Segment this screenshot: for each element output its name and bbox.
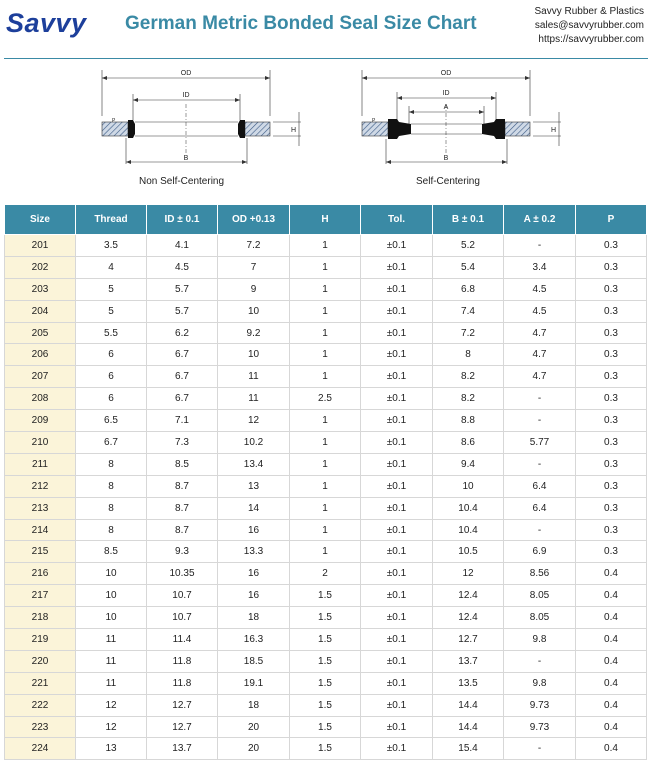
cell-od: 18.5 bbox=[218, 650, 290, 672]
cell-size: 204 bbox=[5, 300, 76, 322]
cell-id: 7.3 bbox=[147, 432, 218, 454]
page-header bbox=[0, 0, 650, 58]
cell-b: 9.4 bbox=[433, 453, 504, 475]
table-row bbox=[5, 672, 647, 694]
cell-h: 2.5 bbox=[290, 388, 361, 410]
cell-size: 216 bbox=[5, 563, 76, 585]
cell-p: 0.4 bbox=[576, 607, 647, 629]
cell-thread: 8 bbox=[76, 497, 147, 519]
cell-thread: 3.5 bbox=[76, 235, 147, 257]
cell-id: 10.35 bbox=[147, 563, 218, 585]
cell-od: 16 bbox=[218, 563, 290, 585]
cell-id: 10.7 bbox=[147, 607, 218, 629]
p-label-right: P bbox=[372, 118, 376, 124]
cell-od: 11 bbox=[218, 388, 290, 410]
cell-thread: 8.5 bbox=[76, 541, 147, 563]
header-h: H bbox=[290, 205, 361, 235]
cell-od: 16.3 bbox=[218, 629, 290, 651]
header-a: A ± 0.2 bbox=[504, 205, 576, 235]
cell-od: 13 bbox=[218, 475, 290, 497]
cell-p: 0.4 bbox=[576, 629, 647, 651]
od-label-left: OD bbox=[180, 70, 192, 77]
cell-h: 1 bbox=[290, 453, 361, 475]
cell-id: 5.7 bbox=[147, 278, 218, 300]
table-header-row bbox=[5, 205, 647, 235]
cell-p: 0.4 bbox=[576, 672, 647, 694]
cell-thread: 5 bbox=[76, 278, 147, 300]
cell-tol: ±0.1 bbox=[361, 585, 433, 607]
table-row bbox=[5, 278, 647, 300]
cell-p: 0.4 bbox=[576, 716, 647, 738]
cell-a: 9.73 bbox=[504, 694, 576, 716]
cell-a: 9.73 bbox=[504, 716, 576, 738]
id-label-right: ID bbox=[442, 90, 450, 97]
website-link[interactable]: https://savvyrubber.com bbox=[538, 34, 644, 45]
cell-thread: 5.5 bbox=[76, 322, 147, 344]
cell-size: 203 bbox=[5, 278, 76, 300]
cell-id: 10.7 bbox=[147, 585, 218, 607]
cell-id: 6.2 bbox=[147, 322, 218, 344]
cell-a: 9.8 bbox=[504, 672, 576, 694]
cell-size: 211 bbox=[5, 453, 76, 475]
cell-id: 8.7 bbox=[147, 497, 218, 519]
cell-b: 13.7 bbox=[433, 650, 504, 672]
cell-b: 10.4 bbox=[433, 497, 504, 519]
cell-size: 206 bbox=[5, 344, 76, 366]
cell-id: 11.8 bbox=[147, 650, 218, 672]
cell-tol: ±0.1 bbox=[361, 563, 433, 585]
cell-id: 11.4 bbox=[147, 629, 218, 651]
cell-od: 9 bbox=[218, 278, 290, 300]
cell-size: 222 bbox=[5, 694, 76, 716]
cell-tol: ±0.1 bbox=[361, 672, 433, 694]
b-label-right: B bbox=[443, 155, 449, 162]
cell-id: 8.7 bbox=[147, 475, 218, 497]
cell-od: 10 bbox=[218, 344, 290, 366]
cell-size: 219 bbox=[5, 629, 76, 651]
od-label-right: OD bbox=[440, 70, 452, 77]
cell-thread: 6 bbox=[76, 366, 147, 388]
cell-a: 6.4 bbox=[504, 475, 576, 497]
cell-b: 14.4 bbox=[433, 716, 504, 738]
cell-b: 8.6 bbox=[433, 432, 504, 454]
cell-size: 221 bbox=[5, 672, 76, 694]
non-self-centering-diagram bbox=[95, 64, 297, 194]
id-label-left: ID bbox=[182, 92, 190, 99]
cell-b: 7.2 bbox=[433, 322, 504, 344]
cell-thread: 12 bbox=[76, 694, 147, 716]
cell-h: 1.5 bbox=[290, 738, 361, 760]
header-b: B ± 0.1 bbox=[433, 205, 504, 235]
table-row bbox=[5, 563, 647, 585]
contact-info bbox=[535, 5, 645, 47]
cell-od: 7 bbox=[218, 256, 290, 278]
cell-od: 13.4 bbox=[218, 453, 290, 475]
cell-b: 14.4 bbox=[433, 694, 504, 716]
cell-h: 1.5 bbox=[290, 672, 361, 694]
cell-p: 0.4 bbox=[576, 738, 647, 760]
cell-p: 0.3 bbox=[576, 541, 647, 563]
cell-p: 0.3 bbox=[576, 388, 647, 410]
cell-p: 0.3 bbox=[576, 300, 647, 322]
cell-p: 0.3 bbox=[576, 344, 647, 366]
cell-h: 1 bbox=[290, 366, 361, 388]
cell-p: 0.3 bbox=[576, 256, 647, 278]
cell-p: 0.3 bbox=[576, 278, 647, 300]
non-self-centering-caption: Non Self-Centering bbox=[139, 176, 225, 187]
cell-h: 1.5 bbox=[290, 585, 361, 607]
cell-od: 10 bbox=[218, 300, 290, 322]
cell-thread: 11 bbox=[76, 629, 147, 651]
cell-thread: 6.7 bbox=[76, 432, 147, 454]
cell-size: 212 bbox=[5, 475, 76, 497]
cell-thread: 10 bbox=[76, 563, 147, 585]
cell-tol: ±0.1 bbox=[361, 388, 433, 410]
cell-b: 10.5 bbox=[433, 541, 504, 563]
cell-p: 0.4 bbox=[576, 585, 647, 607]
table-row bbox=[5, 585, 647, 607]
cell-size: 220 bbox=[5, 650, 76, 672]
cell-id: 6.7 bbox=[147, 366, 218, 388]
header-p: P bbox=[576, 205, 647, 235]
header-od: OD +0.13 bbox=[218, 205, 290, 235]
cell-p: 0.3 bbox=[576, 497, 647, 519]
table-row bbox=[5, 650, 647, 672]
cell-h: 1 bbox=[290, 278, 361, 300]
cell-tol: ±0.1 bbox=[361, 235, 433, 257]
cell-h: 1 bbox=[290, 235, 361, 257]
cell-a: 4.7 bbox=[504, 344, 576, 366]
cell-size: 213 bbox=[5, 497, 76, 519]
cell-thread: 6.5 bbox=[76, 410, 147, 432]
cell-a: 5.77 bbox=[504, 432, 576, 454]
cell-id: 13.7 bbox=[147, 738, 218, 760]
cell-tol: ±0.1 bbox=[361, 650, 433, 672]
cell-tol: ±0.1 bbox=[361, 453, 433, 475]
cell-thread: 4 bbox=[76, 256, 147, 278]
cell-thread: 8 bbox=[76, 453, 147, 475]
table-row bbox=[5, 235, 647, 257]
cell-thread: 8 bbox=[76, 475, 147, 497]
cell-h: 1 bbox=[290, 497, 361, 519]
cell-a: - bbox=[504, 650, 576, 672]
company-name: Savvy Rubber & Plastics bbox=[534, 6, 644, 17]
cell-b: 12.7 bbox=[433, 629, 504, 651]
cell-size: 201 bbox=[5, 235, 76, 257]
cell-od: 18 bbox=[218, 607, 290, 629]
cell-h: 1 bbox=[290, 541, 361, 563]
cell-id: 6.7 bbox=[147, 388, 218, 410]
table-row bbox=[5, 322, 647, 344]
cell-p: 0.3 bbox=[576, 519, 647, 541]
a-label-right: A bbox=[443, 104, 449, 111]
cell-tol: ±0.1 bbox=[361, 322, 433, 344]
cell-id: 9.3 bbox=[147, 541, 218, 563]
cell-b: 12.4 bbox=[433, 607, 504, 629]
cell-h: 1.5 bbox=[290, 629, 361, 651]
cell-p: 0.3 bbox=[576, 235, 647, 257]
cell-p: 0.3 bbox=[576, 432, 647, 454]
table-row bbox=[5, 694, 647, 716]
cell-od: 13.3 bbox=[218, 541, 290, 563]
cell-id: 12.7 bbox=[147, 716, 218, 738]
cell-tol: ±0.1 bbox=[361, 541, 433, 563]
table-row bbox=[5, 344, 647, 366]
cell-h: 1 bbox=[290, 410, 361, 432]
cell-tol: ±0.1 bbox=[361, 716, 433, 738]
cell-id: 12.7 bbox=[147, 694, 218, 716]
cell-size: 215 bbox=[5, 541, 76, 563]
cell-h: 1.5 bbox=[290, 694, 361, 716]
header-tol: Tol. bbox=[361, 205, 433, 235]
cell-size: 205 bbox=[5, 322, 76, 344]
cell-a: 4.5 bbox=[504, 300, 576, 322]
page-title: German Metric Bonded Seal Size Chart bbox=[125, 13, 477, 34]
cell-b: 15.4 bbox=[433, 738, 504, 760]
cell-id: 6.7 bbox=[147, 344, 218, 366]
cell-tol: ±0.1 bbox=[361, 629, 433, 651]
cell-thread: 10 bbox=[76, 607, 147, 629]
cell-a: 4.5 bbox=[504, 278, 576, 300]
cell-od: 16 bbox=[218, 519, 290, 541]
cell-a: 4.7 bbox=[504, 366, 576, 388]
cell-id: 11.8 bbox=[147, 672, 218, 694]
cell-h: 1 bbox=[290, 300, 361, 322]
cell-p: 0.3 bbox=[576, 453, 647, 475]
cell-od: 11 bbox=[218, 366, 290, 388]
cell-size: 208 bbox=[5, 388, 76, 410]
cell-b: 8.8 bbox=[433, 410, 504, 432]
self-centering-diagram bbox=[355, 64, 557, 194]
cell-a: 6.4 bbox=[504, 497, 576, 519]
cell-b: 6.8 bbox=[433, 278, 504, 300]
cell-a: 6.9 bbox=[504, 541, 576, 563]
cell-od: 18 bbox=[218, 694, 290, 716]
cell-tol: ±0.1 bbox=[361, 432, 433, 454]
h-label-right: H bbox=[551, 127, 557, 134]
cell-od: 7.2 bbox=[218, 235, 290, 257]
cell-size: 202 bbox=[5, 256, 76, 278]
table-row bbox=[5, 497, 647, 519]
cell-b: 12.4 bbox=[433, 585, 504, 607]
table-row bbox=[5, 541, 647, 563]
table-body bbox=[5, 235, 647, 760]
cell-tol: ±0.1 bbox=[361, 694, 433, 716]
cell-od: 12 bbox=[218, 410, 290, 432]
cell-b: 7.4 bbox=[433, 300, 504, 322]
cell-a: 9.8 bbox=[504, 629, 576, 651]
cell-size: 217 bbox=[5, 585, 76, 607]
cell-a: - bbox=[504, 738, 576, 760]
cell-size: 210 bbox=[5, 432, 76, 454]
self-centering-caption: Self-Centering bbox=[416, 176, 480, 187]
cell-tol: ±0.1 bbox=[361, 519, 433, 541]
cell-h: 1 bbox=[290, 519, 361, 541]
email-link[interactable]: sales@savvyrubber.com bbox=[534, 20, 644, 31]
header-thread: Thread bbox=[76, 205, 147, 235]
cell-p: 0.3 bbox=[576, 410, 647, 432]
cell-thread: 6 bbox=[76, 388, 147, 410]
cell-size: 207 bbox=[5, 366, 76, 388]
cell-h: 1 bbox=[290, 344, 361, 366]
cell-tol: ±0.1 bbox=[361, 497, 433, 519]
cell-od: 14 bbox=[218, 497, 290, 519]
cell-id: 4.1 bbox=[147, 235, 218, 257]
cell-b: 13.5 bbox=[433, 672, 504, 694]
cell-a: 4.7 bbox=[504, 322, 576, 344]
cell-size: 223 bbox=[5, 716, 76, 738]
h-label-left: H bbox=[291, 127, 297, 134]
cell-tol: ±0.1 bbox=[361, 300, 433, 322]
cell-thread: 11 bbox=[76, 650, 147, 672]
cell-thread: 11 bbox=[76, 672, 147, 694]
cell-a: - bbox=[504, 388, 576, 410]
cell-tol: ±0.1 bbox=[361, 344, 433, 366]
cell-od: 19.1 bbox=[218, 672, 290, 694]
cell-thread: 13 bbox=[76, 738, 147, 760]
cell-thread: 10 bbox=[76, 585, 147, 607]
table-row bbox=[5, 629, 647, 651]
table-row bbox=[5, 366, 647, 388]
table-row bbox=[5, 453, 647, 475]
cell-b: 5.2 bbox=[433, 235, 504, 257]
cell-h: 1 bbox=[290, 256, 361, 278]
table-row bbox=[5, 388, 647, 410]
table-row bbox=[5, 300, 647, 322]
cell-b: 8.2 bbox=[433, 366, 504, 388]
cell-od: 16 bbox=[218, 585, 290, 607]
cell-a: - bbox=[504, 410, 576, 432]
table-row bbox=[5, 432, 647, 454]
cell-p: 0.4 bbox=[576, 563, 647, 585]
table-row bbox=[5, 607, 647, 629]
cell-h: 1 bbox=[290, 475, 361, 497]
cell-h: 1 bbox=[290, 322, 361, 344]
cell-tol: ±0.1 bbox=[361, 410, 433, 432]
cell-a: 8.05 bbox=[504, 585, 576, 607]
cell-size: 218 bbox=[5, 607, 76, 629]
cell-h: 1.5 bbox=[290, 716, 361, 738]
cell-thread: 5 bbox=[76, 300, 147, 322]
cell-od: 10.2 bbox=[218, 432, 290, 454]
cell-b: 8 bbox=[433, 344, 504, 366]
cell-p: 0.3 bbox=[576, 475, 647, 497]
cell-id: 8.7 bbox=[147, 519, 218, 541]
cell-h: 1.5 bbox=[290, 607, 361, 629]
cell-h: 1 bbox=[290, 432, 361, 454]
cell-h: 2 bbox=[290, 563, 361, 585]
cell-id: 8.5 bbox=[147, 453, 218, 475]
cell-size: 209 bbox=[5, 410, 76, 432]
table-row bbox=[5, 475, 647, 497]
cell-od: 20 bbox=[218, 716, 290, 738]
cell-h: 1.5 bbox=[290, 650, 361, 672]
cell-od: 20 bbox=[218, 738, 290, 760]
b-label-left: B bbox=[183, 155, 189, 162]
table-row bbox=[5, 519, 647, 541]
table-row bbox=[5, 256, 647, 278]
header-size: Size bbox=[5, 205, 76, 235]
cell-p: 0.4 bbox=[576, 694, 647, 716]
cell-a: 8.05 bbox=[504, 607, 576, 629]
cell-b: 10.4 bbox=[433, 519, 504, 541]
size-chart-table bbox=[4, 204, 647, 760]
cell-tol: ±0.1 bbox=[361, 475, 433, 497]
cell-tol: ±0.1 bbox=[361, 278, 433, 300]
cell-tol: ±0.1 bbox=[361, 366, 433, 388]
cell-thread: 12 bbox=[76, 716, 147, 738]
table-row bbox=[5, 716, 647, 738]
savvy-logo: Savvy bbox=[6, 8, 87, 38]
header-id: ID ± 0.1 bbox=[147, 205, 218, 235]
cell-a: - bbox=[504, 519, 576, 541]
cell-b: 12 bbox=[433, 563, 504, 585]
table-row bbox=[5, 738, 647, 760]
cell-b: 5.4 bbox=[433, 256, 504, 278]
p-label-left: P bbox=[112, 118, 116, 124]
cell-a: 8.56 bbox=[504, 563, 576, 585]
cell-size: 214 bbox=[5, 519, 76, 541]
cell-a: - bbox=[504, 235, 576, 257]
cell-a: - bbox=[504, 453, 576, 475]
cell-id: 5.7 bbox=[147, 300, 218, 322]
cell-p: 0.3 bbox=[576, 322, 647, 344]
cell-id: 4.5 bbox=[147, 256, 218, 278]
header-divider bbox=[4, 58, 648, 59]
cell-p: 0.4 bbox=[576, 650, 647, 672]
cell-b: 10 bbox=[433, 475, 504, 497]
cell-tol: ±0.1 bbox=[361, 607, 433, 629]
cell-thread: 6 bbox=[76, 344, 147, 366]
cell-size: 224 bbox=[5, 738, 76, 760]
cell-a: 3.4 bbox=[504, 256, 576, 278]
cell-id: 7.1 bbox=[147, 410, 218, 432]
cell-b: 8.2 bbox=[433, 388, 504, 410]
cell-thread: 8 bbox=[76, 519, 147, 541]
cell-tol: ±0.1 bbox=[361, 256, 433, 278]
table-row bbox=[5, 410, 647, 432]
cell-p: 0.3 bbox=[576, 366, 647, 388]
cell-od: 9.2 bbox=[218, 322, 290, 344]
cell-tol: ±0.1 bbox=[361, 738, 433, 760]
